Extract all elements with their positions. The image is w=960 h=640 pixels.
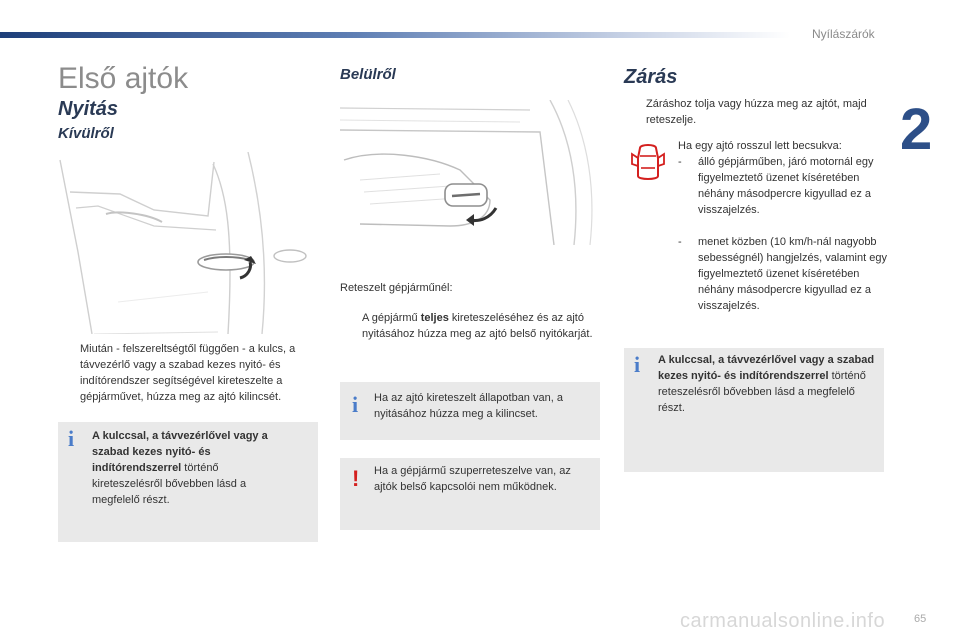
warning-box-superlock — [340, 458, 600, 530]
bullet-text-post: kireteszeléséhez és az ajtó nyitásához húzza meg az ajtó belső nyitókarját. — [362, 312, 593, 340]
bullet-item-outside — [58, 341, 320, 405]
info-icon: i — [352, 392, 359, 417]
bullet-text: Záráshoz tolja vagy húzza meg az ajtót, majd reteszelje. — [646, 98, 867, 126]
info-text-rest: történő reteszelésről bővebben lásd a megfelelő részt. — [658, 370, 866, 414]
locked-vehicle-label: Reteszelt gépjárműnél: — [340, 282, 453, 294]
subheading-inside: Belülről — [340, 66, 396, 83]
bullet-text-bold: teljes — [420, 312, 449, 324]
bullet-text-pre: A gépjármű — [362, 312, 421, 324]
info-box-remote — [58, 422, 318, 542]
bullet-item-closing — [624, 96, 886, 128]
section-heading-opening: Nyitás — [58, 98, 119, 120]
dash-text: álló gépjárműben, járó motornál egy figyelmeztető üzenet kíséretében néhány másodpercre kigyullad ez a visszajelzés. — [698, 156, 874, 216]
subheading-outside: Kívülről — [58, 125, 114, 142]
bullet-text — [362, 310, 600, 342]
info-text-bold: A kulccsal, a távvezérlővel vagy a szabad kezes nyitó- és indítórendszerrel — [92, 430, 268, 474]
dash-item-moving — [678, 234, 888, 314]
header-bar — [0, 32, 790, 38]
dash-marker: - — [678, 156, 682, 168]
bullet-item-inside — [340, 310, 600, 342]
section-heading-closing: Zárás — [624, 66, 678, 88]
page-title: Első ajtók — [58, 62, 189, 95]
info-box-locking — [624, 348, 884, 472]
info-icon: i — [68, 426, 75, 451]
dash-item-stationary — [678, 154, 888, 218]
section-title: Nyílászárók — [812, 27, 875, 41]
info-box-unlocked — [340, 382, 600, 440]
watermark: carmanualsonline.info — [680, 610, 886, 632]
page-number: 65 — [914, 613, 927, 625]
warning-text: Ha a gépjármű szuperreteszelve van, az ajtók belső kapcsolói nem működnek. — [374, 465, 571, 493]
info-text-rest: történő kireteszelésről bővebben lásd a megfelelő részt. — [92, 462, 247, 506]
info-icon: i — [634, 352, 641, 377]
closing-intro: Ha egy ajtó rosszul lett becsukva: — [678, 140, 842, 152]
interior-door-illustration — [340, 100, 600, 245]
warning-icon: ! — [352, 466, 360, 491]
exterior-door-illustration — [58, 152, 318, 334]
chapter-number: 2 — [900, 97, 933, 162]
dash-text: menet közben (10 km/h-nál nagyobb sebességnél) hangjelzés, valamint egy figyelmeztető üzenet kíséretében néhány másodpercre kigyullad ez a visszajelzés. — [698, 236, 887, 312]
bullet-text: Miután - felszereltségtől függően - a kulcs, a távvezérlő vagy a szabad kezes nyitó- és indítórendszer segítségével kireteszelte a gépjárművet, húzza meg az ajtó kilincsét. — [80, 343, 296, 403]
info-text — [92, 428, 278, 508]
info-text — [658, 352, 880, 416]
info-text-bold: A kulccsal, a távvezérlővel vagy a szabad kezes nyitó- és indítórendszerrel — [658, 354, 875, 382]
dash-marker: - — [678, 236, 682, 248]
info-text: Ha az ajtó kireteszelt állapotban van, a nyitásához húzza meg a kilincset. — [374, 392, 563, 420]
door-open-warning-icon — [630, 142, 666, 182]
